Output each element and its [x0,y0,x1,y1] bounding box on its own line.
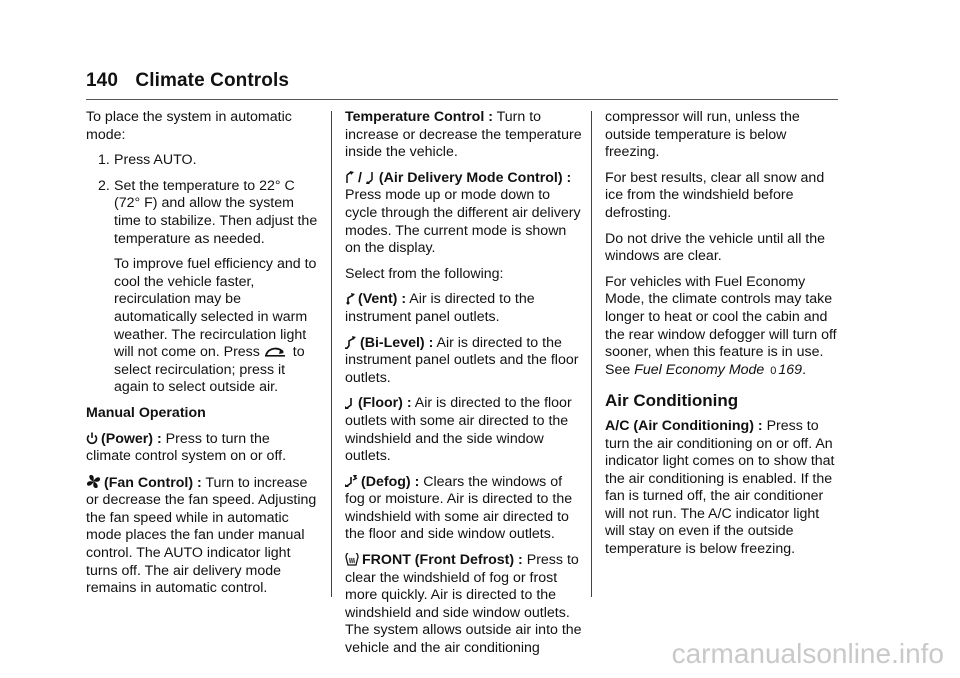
select-text: Select from the following: [345,265,504,282]
fan-label: (Fan Control) : [104,474,202,491]
power-text: Press to turn the climate control system on or off. [86,430,287,465]
mode-item [345,170,582,258]
step-number: 2. [98,177,110,194]
step-1 [98,152,318,170]
front-defrost-text: Press to clear the windshield of fog or frost more quickly. Air is directed to the windshield and side window outlets. The system allows outside air into the vehicle and the air conditioning [345,552,582,657]
fan-icon [86,474,101,489]
vent-icon [345,292,355,305]
snow-ice-text: For best results, clear all snow and ice from the windshield before defrosting. [605,169,825,221]
bilevel-label: (Bi-Level) : [360,334,434,351]
fuel-economy-link[interactable]: Fuel Economy Mode [634,361,765,378]
page-ref-number[interactable]: 169 [778,361,803,378]
column-1 [86,109,318,606]
step-2-note [114,256,318,397]
vent-label: (Vent) : [358,291,407,308]
front-defrost-label: FRONT (Front Defrost) : [362,552,523,569]
bilevel-icon [345,336,357,349]
vent-item [345,291,582,326]
bilevel-item [345,335,582,388]
fan-text: Turn to increase or decrease the fan speed. Adjusting the fan speed while in automatic mode places the fan under manual control. The AUTO indicator light turns off. The air delivery mode remains in automatic control. [86,474,317,597]
ac-item [605,418,841,559]
note-text-end: to select recirculation; press it again to select outside air. [114,344,305,396]
windows-clear-text: Do not drive the vehicle until all the windows are clear. [605,230,826,265]
note-text: To improve fuel efficiency and to cool the vehicle faster, recirculation may be automatically selected in warm weather. The recirculation light will not come on. Press [114,256,317,361]
front-defrost-item [345,552,582,658]
floor-item [345,395,582,465]
temperature-text: Turn to increase or decrease the temperature inside the vehicle. [345,109,582,161]
page-ref-arrow: 0 [770,364,777,377]
mode-slash: / [358,169,362,186]
power-item [86,431,318,466]
power-icon [86,432,98,445]
column-divider-1 [331,111,332,597]
bilevel-text: Air is directed to the instrument panel outlets and the floor outlets. [345,334,579,386]
ac-text: Press to turn the air conditioning on or off. An indicator light comes on to show that the air conditioning is enabled. If the fan is turned off, the air conditioner will not run. The A/C indicator light will stay on even if the outside temperature is below freezing. [605,417,835,558]
period: . [802,361,807,378]
air-conditioning-heading: Air Conditioning [605,391,739,411]
defog-item [345,474,582,544]
fuel-economy-body: For vehicles with Fuel Economy Mode, the climate controls may take longer to heat or cool the cabin and the rear window defogger will turn off sooner, when this feature is in use. See [605,273,837,378]
header-rule [86,99,838,100]
page-header [86,70,289,92]
power-label: (Power) : [101,430,162,447]
column-2 [345,109,582,666]
floor-label: (Floor) : [358,395,412,412]
step-text: Set the temperature to 22° C (72° F) and allow the system time to stabilize. Then adjust the temperature as needed. [114,177,318,247]
front-defrost-icon [345,553,359,566]
vent-text: Air is directed to the instrument panel outlets. [345,291,535,325]
continued-text: compressor will run, unless the outside temperature is below freezing. [605,109,800,161]
steps-list [86,152,318,397]
section-title: Climate Controls [135,70,290,91]
manual-operation-heading: Manual Operation [86,404,206,421]
fan-item [86,474,318,598]
ac-label: A/C (Air Conditioning) : [605,417,763,434]
intro-text: To place the system in automatic mode: [86,109,292,143]
column-3 [605,109,841,567]
step-2 [98,178,318,397]
defog-icon [345,474,358,488]
column-divider-2 [591,111,592,597]
recirculation-icon [264,346,286,358]
temperature-label: Temperature Control : [345,109,493,125]
mode-up-icon [345,171,355,184]
mode-text: Press mode up or mode down to cycle through the different air delivery modes. The current mode is shown on the display. [345,187,581,257]
watermark: carmanualsonline.info [671,638,944,669]
mode-label: (Air Delivery Mode Control) : [378,169,572,186]
mode-down-icon [366,171,376,184]
floor-text: Air is directed to the floor outlets with some air directed to the windshield and the side window outlets. [345,395,572,465]
step-number: 1. [98,152,110,169]
floor-icon [345,396,355,409]
temperature-item [345,109,582,162]
step-text: Press AUTO. [114,152,197,169]
defog-label: (Defog) : [361,473,420,490]
defog-text: Clears the windows of fog or moisture. Air is directed to the windshield with some air directed to the floor and side window outlets. [345,473,573,543]
fuel-economy-text [605,274,841,381]
page-number: 140 [86,70,119,91]
